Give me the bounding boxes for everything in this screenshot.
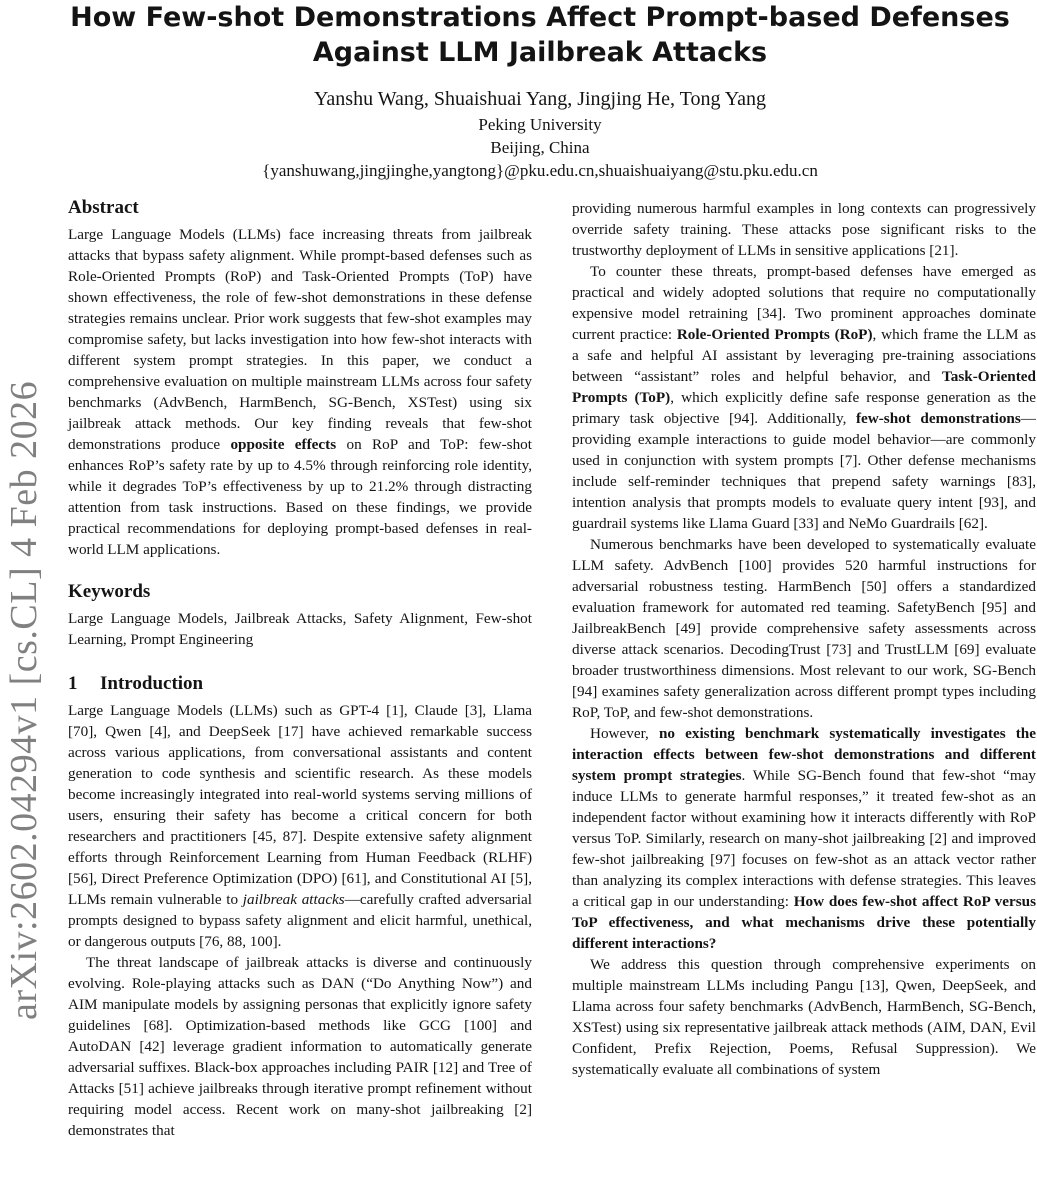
defenses-paragraph (572, 261, 1036, 534)
gap-text-a: However, (590, 725, 659, 742)
defenses-text-d: —providing example interactions to guide model behavior—are commonly used in conjunction with system prompts [7]. Other defense mechanisms include self-reminder techniques that prepend safety warnings [83], intention analysis that prompts models to evaluate query intent [93], and guardrail systems like Llama Guard [33] and NeMo Guardrails [62]. (572, 410, 1036, 532)
affiliation: Peking University (478, 115, 602, 134)
intro-paragraph-2: The threat landscape of jailbreak attacks is diverse and continuously evolving. Role-playing attacks such as DAN (“Do Anything Now”) and AIM manipulate models by assigning personas that explicitly ignore safety guidelines [68]. Optimization-based methods like GCG [100] and AutoDAN [42] leverage gradient information to automatically generate adversarial suffixes. Black-box approaches including PAIR [12] and Tree of Attacks [51] achieve jailbreaks through iterative prompt refinement without requiring model access. Recent work on many-shot jailbreaking [2] demonstrates that (68, 954, 532, 1139)
introduction-heading (68, 672, 532, 696)
defenses-text-c: , which explicitly define safe response generation as the primary task objective [94]. Additionally, (572, 389, 1036, 427)
intro-p1-italic: jailbreak attacks (242, 891, 345, 908)
paper-title (40, 0, 1037, 70)
abstract-heading: Abstract (68, 197, 139, 218)
abstract-paragraph (68, 224, 532, 560)
rop-term: Role-Oriented Prompts (RoP) (676, 326, 873, 343)
intro-p1-text: Large Language Models (LLMs) such as GPT-4 [1], Claude [3], Llama [70], Qwen [4], and DeepSeek [17] have achieved remarkable success across various applications, from conversational assistants and content generation to code synthesis and scientific research. As these models become increasingly integrated into real-world systems serving millions of users, ensuring their safety has become a critical concern for both researchers and practitioners [45, 87]. Despite extensive safety alignment efforts through Reinforcement Learning from Human Feedback (RLHF) [56], Direct Preference Optimization (DPO) [61], and Constitutional AI [5], LLMs remain vulnerable to (68, 702, 532, 908)
approach-paragraph: We address this question through comprehensive experiments on multiple mainstream LLMs including Pangu [13], Qwen, DeepSeek, and Llama across four safety benchmarks (AdvBench, HarmBench, SG-Bench, XSTest) using six representative jailbreak attack methods (AIM, DAN, Evil Confident, Prefix Rejection, Poems, Refusal Suppression). We systematically evaluate all combinations of system (572, 956, 1036, 1078)
author-emails: {yanshuwang,jingjinghe,yangtong}@pku.edu.cn,shuaishuaiyang@stu.pku.edu.cn (262, 161, 818, 180)
intro-p1-text-end: —carefully crafted adversarial prompts designed to bypass safety alignment and elicit harmful, unethical, or dangerous outputs [76, 88, 100]. (68, 891, 532, 950)
section-number: 1 (68, 673, 78, 694)
defenses-text-b: , which frame the LLM as a safe and helpful AI assistant by leveraging pre-training associations between “assistant” roles and helpful behavior, and (572, 326, 1036, 385)
gap-emphasis: no existing benchmark systematically investigates the interaction effects between few-shot demonstrations and different system prompt strategies (572, 725, 1036, 784)
keywords-heading: Keywords (68, 581, 151, 602)
arxiv-identifier-watermark: arXiv:2602.04294v1 [cs.CL] 4 Feb 2026 (3, 380, 45, 1020)
location: Beijing, China (490, 138, 590, 157)
title-line-2: Against LLM Jailbreak Attacks (312, 37, 768, 68)
abstract-text-start: Large Language Models (LLMs) face increasing threats from jailbreak attacks that bypass safety alignment. While prompt-based defenses such as Role-Oriented Prompts (RoP) and Task-Oriented Prompts (ToP) have shown effectiveness, the role of few-shot demonstrations in these defense strategies remains unclear. Prior work suggests that few-shot examples may compromise safety, but lacks investigation into how few-shot interacts with different system prompt strategies. In this paper, we conduct a comprehensive evaluation on multiple mainstream LLMs across four safety benchmarks (AdvBench, HarmBench, SG-Bench, XSTest) using six jailbreak attack methods. Our key finding reveals that few-shot demonstrations produce (68, 226, 532, 453)
keywords-text: Large Language Models, Jailbreak Attacks, Safety Alignment, Few-shot Learning, Prompt Engineering (68, 610, 532, 648)
left-column (68, 196, 532, 1141)
benchmarks-paragraph: Numerous benchmarks have been developed to systematically evaluate LLM safety. AdvBench [100] provides 520 harmful instructions for adversarial robustness testing. HarmBench [50] offers a standardized evaluation framework for automated red teaming. SafetyBench [95] and JailbreakBench [49] provide comprehensive safety assessments across diverse attack scenarios. DecodingTrust [73] and TrustLLM [69] evaluate broader trustworthiness dimensions. Most relevant to our work, SG-Bench [94] examines safety generalization across different prompt types including RoP, ToP, and few-shot demonstrations. (572, 536, 1036, 721)
abstract-text-end: on RoP and ToP: few-shot enhances RoP’s safety rate by up to 4.5% through reinforcing role identity, while it degrades ToP’s effectiveness by up to 21.2% through distracting attention from task instructions. Based on these findings, we provide practical recommendations for deploying prompt-based defenses in real-world LLM applications. (68, 436, 532, 558)
gap-text-b: . While SG-Bench found that few-shot “may induce LLMs to generate harmful responses,” it treated few-shot as an independent factor without examining how it interacts differently with RoP versus ToP. Similarly, research on many-shot jailbreaking [2] and improved few-shot jailbreaking [97] focuses on few-shot as an attack vector rather than analyzing its complex interactions with defense strategies. This leaves a critical gap in our understanding: (572, 767, 1037, 910)
gap-paragraph (572, 723, 1036, 954)
right-column (572, 198, 1036, 1080)
defenses-text-a: To counter these threats, prompt-based defenses have emerged as practical and widely adopted solutions that require no computationally expensive model retraining [34]. Two prominent approaches dominate current practice: (572, 263, 1036, 343)
affiliation-block (40, 113, 1037, 182)
top-term: Task-Oriented Prompts (ToP) (572, 368, 1036, 406)
few-shot-term: few-shot demonstrations (855, 410, 1021, 427)
abstract-emphasis: opposite effects (230, 436, 337, 453)
author-list: Yanshu Wang, Shuaishuai Yang, Jingjing He, Tong Yang (313, 88, 767, 110)
research-question: How does few-shot affect RoP versus ToP effectiveness, and what mechanisms drive these potentially different interactions? (572, 893, 1036, 952)
intro-paragraph-1 (68, 700, 532, 952)
title-line-1: How Few-shot Demonstrations Affect Prompt-based Defenses (70, 2, 1010, 33)
right-paragraph-continued: providing numerous harmful examples in long contexts can progressively override safety training. These attacks pose significant risks to the trustworthy deployment of LLMs in sensitive applications [21]. (572, 200, 1036, 259)
section-title: Introduction (100, 673, 204, 694)
